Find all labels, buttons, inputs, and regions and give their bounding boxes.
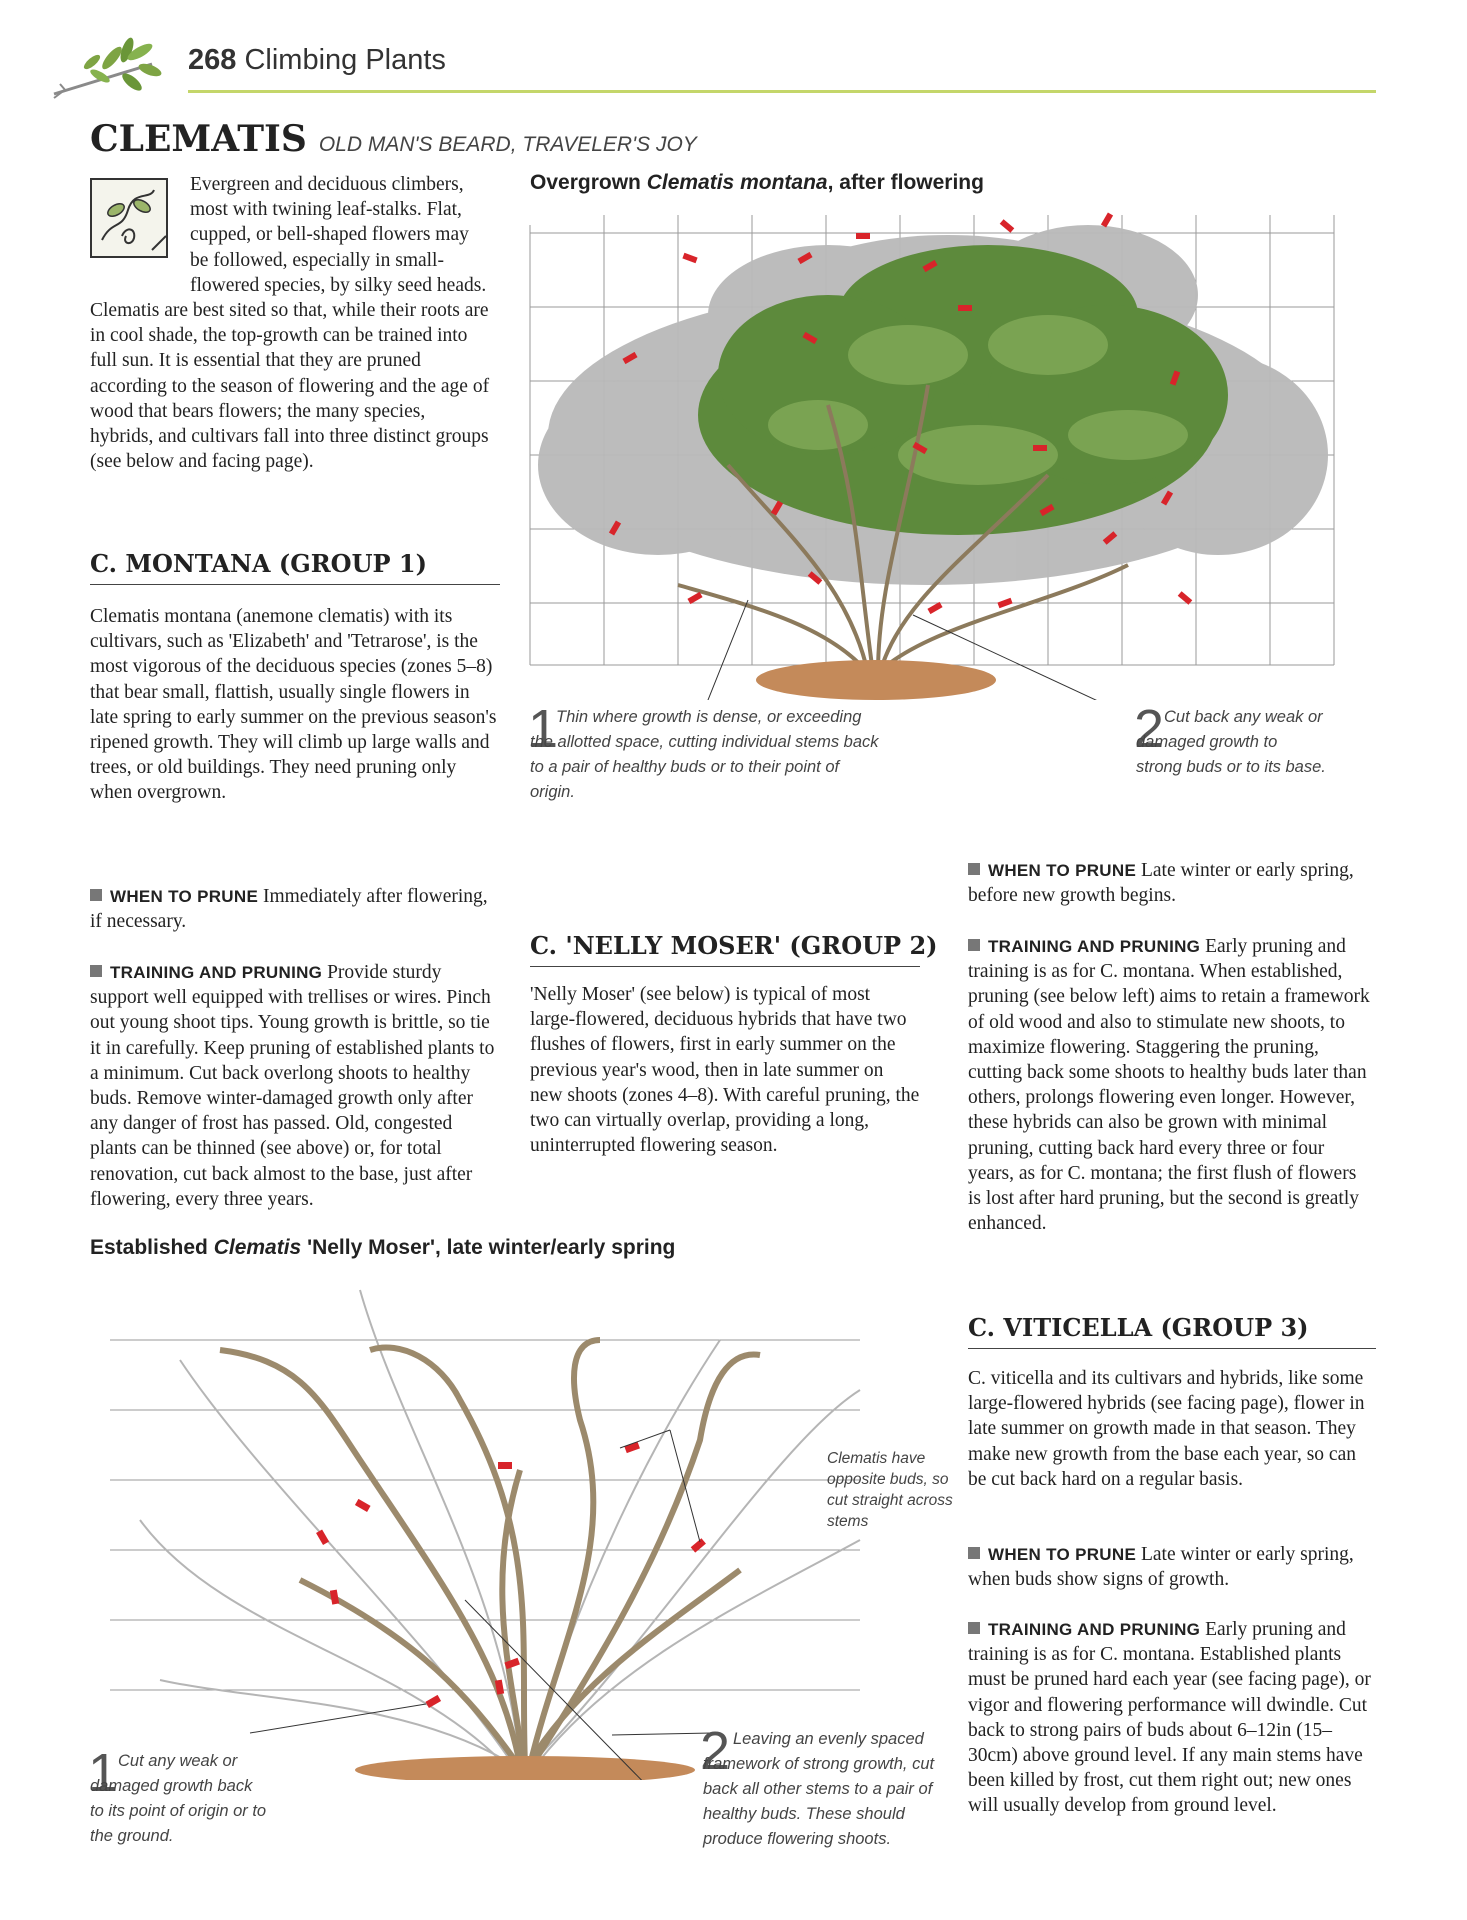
bullet-square-icon — [90, 889, 102, 901]
figure2-caption2-number: 2 — [700, 1721, 731, 1781]
montana-plant-svg — [528, 205, 1336, 700]
header-rule — [188, 90, 1376, 93]
viticella-when — [968, 1542, 1376, 1592]
entry-intro: Evergreen and deciduous climbers, most with twining leaf-stalks. Flat, cupped, or bell-shaped flowers may be followed, especially in small-flowered species, by silky seed heads. Clematis are best sited so that, while their roots are in cool shade, the top-growth can be trained into full sun. It is essential that they are pruned according to the season of flowering and the age of wood that bears flowers; the many species, hybrids, and cultivars fall into three distinct groups (see below and facing page). — [90, 174, 490, 473]
bullet-square-icon — [968, 863, 980, 875]
figure2-caption1-number: 1 — [88, 1743, 119, 1803]
nelly-training — [968, 934, 1373, 1236]
figure2-title-pre: Established — [90, 1236, 214, 1259]
nelly-training-text: Early pruning and training is as for C. montana. When established, pruning (see below left) aims to retain a framework of old wood and also to stimulate new shoots, to maximize flowering. Staggering the pruning, cutting back some shoots to healthy buds later than others, prolongs flowering even longer. However, these hybrids can also be grown with minimal pruning, cutting back hard every three or four years, as for C. montana; the first flush of flowers is lost after hard pruning, but the second is greatly enhanced. — [968, 936, 1370, 1235]
montana-training-text: Provide sturdy support well equipped with trellises or wires. Pinch out young shoot tips. Young growth is brittle, so tie it in carefully. Keep pruning of established plants to a minimum. Cut back overlong shoots to healthy buds. Remove winter-damaged growth only after any danger of frost has passed. Old, congested plants can be thinned (see above) or, for total renovation, cut back almost to the base, just after flowering, every three years. — [90, 962, 495, 1210]
page-header — [188, 44, 446, 77]
bullet-square-icon — [968, 1622, 980, 1634]
figure2-title-italic: Clematis — [213, 1236, 302, 1259]
entry-heading — [90, 118, 697, 160]
viticella-description: C. viticella and its cultivars and hybrids, like some large-flowered hybrids (see facing page), flower in late summer on growth made in that season. They make new growth from the base each year, so can be cut back hard on a regular basis. — [968, 1368, 1365, 1490]
figure2-caption1: Cut any weak or damaged growth back to its point of origin or to the ground. — [90, 1752, 267, 1845]
nelly-heading-rule — [530, 966, 920, 967]
figure1-title-post: , after flowering — [827, 171, 984, 194]
section-title: Climbing Plants — [244, 44, 446, 76]
viticella-training-label: TRAINING AND PRUNING — [988, 1620, 1201, 1639]
figure1-title-italic: Clematis montana — [646, 171, 828, 194]
figure1-illustration — [528, 205, 1336, 700]
figure2-title — [90, 1236, 675, 1260]
viticella-training — [968, 1617, 1376, 1819]
montana-heading-rule — [90, 584, 500, 585]
bullet-square-icon — [968, 939, 980, 951]
viticella-heading: C. VITICELLA (GROUP 3) — [968, 1313, 1309, 1342]
figure1-title — [530, 171, 984, 195]
nelly-when-label: WHEN TO PRUNE — [988, 861, 1137, 880]
figure2-title-post: 'Nelly Moser', late winter/early spring — [301, 1236, 676, 1259]
montana-when-label: WHEN TO PRUNE — [110, 887, 259, 906]
viticella-when-text: Late winter or early spring, when buds show signs of growth. — [968, 1544, 1354, 1591]
intro-icon-spacer — [90, 172, 190, 296]
nelly-when — [968, 858, 1373, 908]
figure2-caption2: Leaving an evenly spaced framework of strong growth, cut back all other stems to a pair of healthy buds. These should produce flowering shoots. — [703, 1730, 935, 1848]
header-leaf-icon — [52, 36, 162, 106]
viticella-heading-rule — [968, 1348, 1376, 1349]
viticella-when-label: WHEN TO PRUNE — [988, 1545, 1137, 1564]
bullet-square-icon — [90, 965, 102, 977]
figure1-caption2: Cut back any weak or damaged growth to strong buds or to its base. — [1136, 708, 1326, 776]
nelly-training-label: TRAINING AND PRUNING — [988, 937, 1201, 956]
nelly-heading: C. 'NELLY MOSER' (GROUP 2) — [530, 931, 938, 960]
figure1-caption2-number: 2 — [1134, 699, 1165, 759]
entry-subtitle: OLD MAN'S BEARD, TRAVELER'S JOY — [318, 133, 697, 156]
nelly-plant-svg — [100, 1280, 950, 1780]
soil-bed — [355, 1756, 695, 1780]
nelly-when-text: Late winter or early spring, before new growth begins. — [968, 860, 1354, 907]
montana-when — [90, 884, 500, 934]
soil-mound — [756, 660, 996, 700]
figure2-illustration — [100, 1280, 950, 1780]
montana-training-label: TRAINING AND PRUNING — [110, 963, 323, 982]
entry-title: CLEMATIS — [90, 118, 307, 160]
viticella-training-text: Early pruning and training is as for C. montana. Established plants must be pruned hard each year (see facing page), or vigor and flowering performance will dwindle. Cut back to strong pairs of buds about 6–12in (15–30cm) above ground level. If any main stems have been killed by frost, cut them right out; new ones will usually develop from ground level. — [968, 1619, 1371, 1817]
support-wires — [110, 1340, 860, 1690]
montana-heading: C. MONTANA (GROUP 1) — [90, 549, 427, 578]
bullet-square-icon — [968, 1547, 980, 1559]
montana-description: Clematis montana (anemone clematis) with its cultivars, such as 'Elizabeth' and 'Tetrarose', is the most vigorous of the deciduous species (zones 5–8) that bear small, flattish, usually single flowers in late spring to early summer on the previous season's ripened growth. They will climb up large walls and trees, or old buildings. They need pruning only when overgrown. — [90, 606, 497, 804]
figure1-title-pre: Overgrown — [530, 171, 647, 194]
page-number: 268 — [188, 44, 237, 76]
nelly-description: 'Nelly Moser' (see below) is typical of most large-flowered, deciduous hybrids that have two flushes of flowers, first in early summer on the previous year's wood, then in late summer on new shoots (zones 4–8). With careful pruning, the two can virtually overlap, providing a long, uninterrupted flowering season. — [530, 984, 920, 1157]
figure1-caption1-number: 1 — [528, 699, 559, 759]
montana-when-text: Immediately after flowering, if necessary. — [90, 886, 488, 933]
figure2-side-caption: Clematis have opposite buds, so cut straight across stems — [827, 1450, 953, 1530]
figure2-leader-lines — [250, 1430, 712, 1780]
montana-training — [90, 960, 500, 1212]
figure1-caption1: Thin where growth is dense, or exceeding the allotted space, cutting individual stems back to a pair of healthy buds or to their point of origin. — [530, 708, 879, 801]
